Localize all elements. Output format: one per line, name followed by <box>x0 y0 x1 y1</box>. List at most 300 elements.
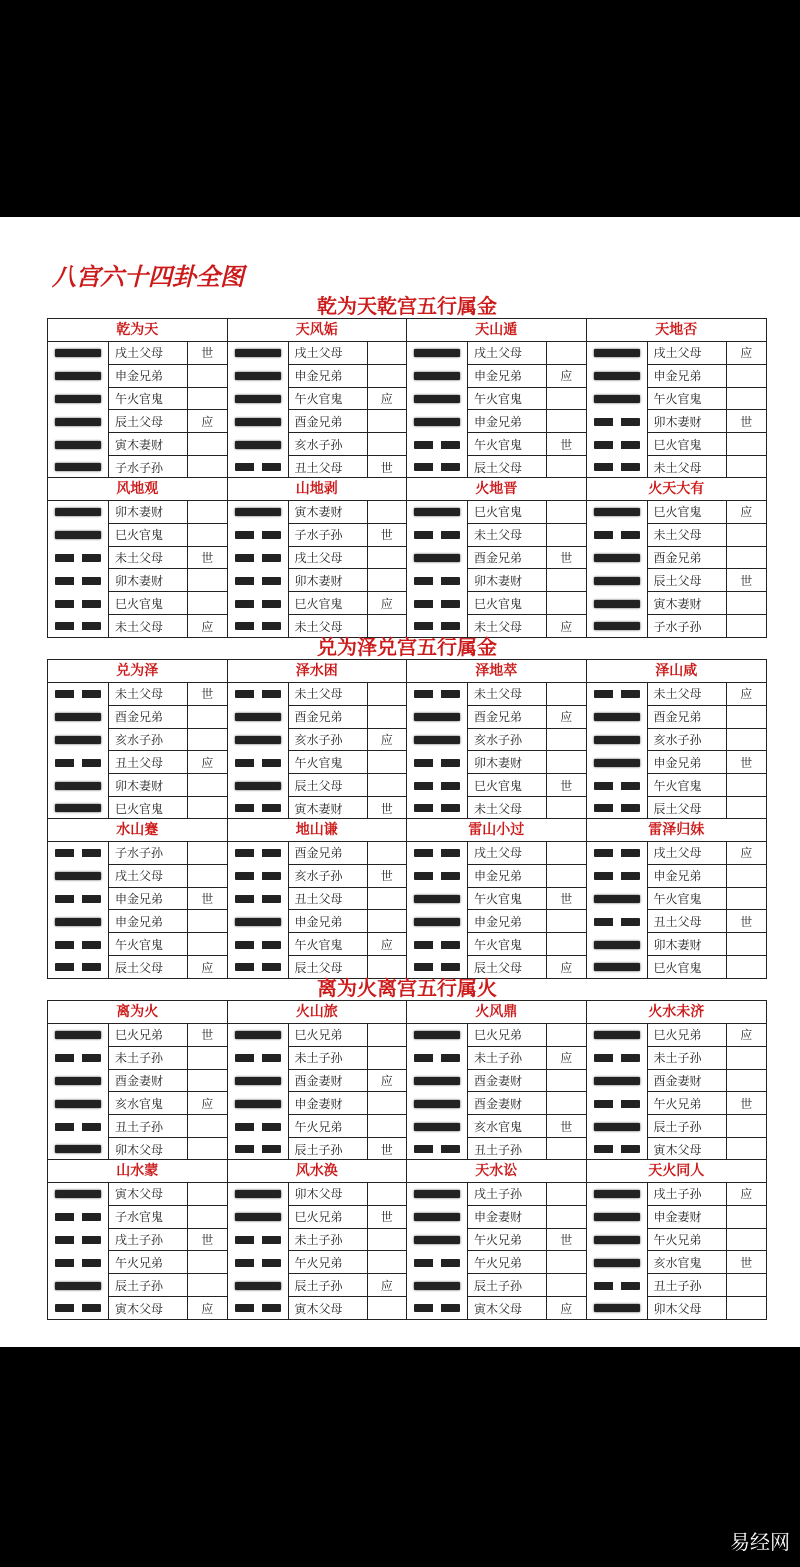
line-label: 子水子孙 <box>289 524 368 547</box>
shi-ying-mark <box>727 1274 767 1297</box>
line-label: 戌土子孙 <box>648 1183 727 1206</box>
hexagram-line-row <box>587 433 767 456</box>
line-label: 丑土父母 <box>289 456 368 478</box>
yao-symbol-cell <box>407 1138 468 1160</box>
line-label: 寅木父母 <box>468 1297 547 1319</box>
yang-line-icon <box>594 736 640 744</box>
hexagram-name: 火水未济 <box>587 1001 767 1024</box>
yao-symbol-cell <box>48 1206 109 1229</box>
hexagram-name: 火地晋 <box>407 478 586 501</box>
yao-symbol-cell <box>587 1183 648 1206</box>
hexagram-line-row <box>587 865 767 888</box>
yao-symbol-cell <box>48 1047 109 1070</box>
yin-line-icon <box>235 963 281 971</box>
hexagram-line-row <box>228 547 407 570</box>
yao-symbol-cell <box>407 774 468 797</box>
line-label: 寅木妻财 <box>109 433 188 456</box>
yao-symbol-cell <box>587 933 648 956</box>
yin-line-icon <box>414 463 460 471</box>
yao-symbol-cell <box>228 683 289 706</box>
yang-line-icon <box>235 418 281 426</box>
hexagram-line-row <box>228 501 407 524</box>
yao-symbol-cell <box>228 956 289 978</box>
hexagram-line-row <box>587 729 767 752</box>
hexagram-line-row <box>48 456 227 478</box>
hexagram-line-row <box>228 865 407 888</box>
line-label: 午火官鬼 <box>468 933 547 956</box>
shi-ying-mark: 世 <box>188 342 227 365</box>
hexagram-line-row <box>228 751 407 774</box>
line-label: 午火兄弟 <box>109 1251 188 1274</box>
yin-line-icon <box>55 600 101 608</box>
line-label: 巳火兄弟 <box>289 1206 368 1229</box>
yao-symbol-cell <box>228 706 289 729</box>
line-label: 未土父母 <box>648 524 727 547</box>
yao-symbol-cell <box>48 1138 109 1160</box>
yin-line-icon <box>594 1282 640 1290</box>
yang-line-icon <box>235 1190 281 1198</box>
shi-ying-mark <box>547 388 586 411</box>
yang-line-icon <box>55 736 101 744</box>
shi-ying-mark <box>727 1138 767 1160</box>
shi-ying-mark <box>368 1047 407 1070</box>
shi-ying-mark <box>188 1115 227 1138</box>
hexagram-line-row <box>587 501 767 524</box>
shi-ying-mark <box>727 729 767 752</box>
shi-ying-mark: 世 <box>727 1092 767 1115</box>
line-label: 酉金妻财 <box>648 1070 727 1093</box>
yang-line-icon <box>235 1100 281 1108</box>
hexagram-line-row <box>407 797 586 819</box>
line-label: 戌土父母 <box>468 342 547 365</box>
yang-line-icon <box>55 1190 101 1198</box>
line-label: 午火官鬼 <box>109 933 188 956</box>
hexagram-line-row <box>48 910 227 933</box>
hexagram-line-row <box>407 1206 586 1229</box>
hexagram-line-row <box>407 1251 586 1274</box>
shi-ying-mark <box>368 342 407 365</box>
shi-ying-mark <box>188 1183 227 1206</box>
yao-symbol-cell <box>48 365 109 388</box>
shi-ying-mark <box>727 1297 767 1319</box>
shi-ying-mark: 应 <box>727 842 767 865</box>
yao-symbol-cell <box>228 729 289 752</box>
hexagram-line-row <box>407 729 586 752</box>
line-label: 戌土父母 <box>468 842 547 865</box>
yao-symbol-cell <box>228 1274 289 1297</box>
line-label: 亥水子孙 <box>468 729 547 752</box>
yao-symbol-cell <box>228 433 289 456</box>
line-label: 卯木妻财 <box>109 501 188 524</box>
yao-symbol-cell <box>228 547 289 570</box>
hexagram-line-row <box>228 456 407 478</box>
shi-ying-mark <box>547 1138 586 1160</box>
shi-ying-mark <box>547 683 586 706</box>
yin-line-icon <box>414 849 460 857</box>
line-label: 卯木妻财 <box>289 569 368 592</box>
shi-ying-mark <box>188 569 227 592</box>
shi-ying-mark <box>547 933 586 956</box>
yang-line-icon <box>594 554 640 562</box>
hexagram-name: 泽地萃 <box>407 660 586 683</box>
yang-line-icon <box>235 1031 281 1039</box>
hexagram-line-row <box>407 751 586 774</box>
yao-symbol-cell <box>48 1297 109 1319</box>
hexagram-line-row <box>587 1070 767 1093</box>
line-label: 巳火兄弟 <box>109 1024 188 1047</box>
yao-symbol-cell <box>48 956 109 978</box>
yin-line-icon <box>594 690 640 698</box>
hexagram-line-row <box>587 1115 767 1138</box>
hexagram-line-row <box>228 888 407 911</box>
yao-symbol-cell <box>48 1092 109 1115</box>
yang-line-icon <box>594 349 640 357</box>
yao-symbol-cell <box>587 1206 648 1229</box>
line-label: 申金兄弟 <box>468 865 547 888</box>
yao-symbol-cell <box>587 569 648 592</box>
shi-ying-mark <box>188 1274 227 1297</box>
yao-symbol-cell <box>228 1092 289 1115</box>
yin-line-icon <box>414 782 460 790</box>
shi-ying-mark <box>727 774 767 797</box>
line-label: 辰土子孙 <box>289 1138 368 1160</box>
yao-symbol-cell <box>407 751 468 774</box>
shi-ying-mark <box>727 956 767 978</box>
shi-ying-mark <box>188 1138 227 1160</box>
shi-ying-mark: 世 <box>547 433 586 456</box>
shi-ying-mark: 应 <box>188 751 227 774</box>
line-label: 酉金兄弟 <box>468 706 547 729</box>
hexagram-line-row <box>407 365 586 388</box>
shi-ying-mark <box>547 729 586 752</box>
hexagram-line-row <box>587 751 767 774</box>
line-label: 辰土父母 <box>289 956 368 978</box>
hexagram-line-row <box>587 592 767 615</box>
yin-line-icon <box>55 895 101 903</box>
yao-symbol-cell <box>228 1024 289 1047</box>
yao-symbol-cell <box>407 1092 468 1115</box>
hexagram-line-row <box>587 615 767 637</box>
hexagram-line-row <box>587 910 767 933</box>
line-label: 酉金兄弟 <box>289 842 368 865</box>
line-label: 巳火官鬼 <box>648 501 727 524</box>
yin-line-icon <box>235 690 281 698</box>
yao-symbol-cell <box>228 1047 289 1070</box>
yao-symbol-cell <box>407 910 468 933</box>
hexagram-cell <box>587 819 767 978</box>
hexagram-line-row <box>228 342 407 365</box>
yin-line-icon <box>414 804 460 812</box>
line-label: 申金妻财 <box>648 1206 727 1229</box>
line-label: 寅木父母 <box>109 1183 188 1206</box>
yao-symbol-cell <box>587 592 648 615</box>
hexagram-line-row <box>587 956 767 978</box>
hexagram-line-row <box>587 706 767 729</box>
yao-symbol-cell <box>407 342 468 365</box>
shi-ying-mark: 世 <box>380 801 393 816</box>
yao-symbol-cell <box>48 569 109 592</box>
hexagram-name: 火风鼎 <box>407 1001 586 1024</box>
hexagram-line-row <box>228 933 407 956</box>
shi-ying-mark: 世 <box>188 683 227 706</box>
shi-ying-mark: 世 <box>368 865 407 888</box>
yao-symbol-cell <box>228 501 289 524</box>
yao-symbol-cell <box>48 933 109 956</box>
line-label: 巳火官鬼 <box>109 524 188 547</box>
shi-ying-mark: 世 <box>727 751 767 774</box>
yin-line-icon <box>594 418 640 426</box>
shi-ying-mark <box>188 706 227 729</box>
yin-line-icon <box>235 1236 281 1244</box>
yao-symbol-cell <box>48 774 109 797</box>
line-label: 卯木父母 <box>109 1138 188 1160</box>
yin-line-icon <box>414 941 460 949</box>
yao-symbol-cell <box>228 410 289 433</box>
yao-symbol-cell <box>48 842 109 865</box>
line-label: 子水官鬼 <box>109 1206 188 1229</box>
line-label: 巳火兄弟 <box>648 1024 727 1047</box>
yin-line-icon <box>594 1100 640 1108</box>
hexagram-line-row <box>48 547 227 570</box>
hexagram-name: 风水涣 <box>228 1160 407 1183</box>
yin-line-icon <box>414 531 460 539</box>
line-label: 未土父母 <box>468 615 547 637</box>
yao-symbol-cell <box>587 1092 648 1115</box>
yang-line-icon <box>594 1213 640 1221</box>
hexagram-line-row <box>587 1297 767 1319</box>
yin-line-icon <box>235 577 281 585</box>
shi-ying-mark <box>727 365 767 388</box>
line-label: 亥水官鬼 <box>468 1115 547 1138</box>
yao-symbol-cell <box>48 1115 109 1138</box>
yao-symbol-cell <box>587 547 648 570</box>
yin-line-icon <box>55 1236 101 1244</box>
yin-line-icon <box>235 554 281 562</box>
shi-ying-mark <box>368 888 407 911</box>
hexagram-line-row <box>407 569 586 592</box>
shi-ying-mark: 世 <box>188 888 227 911</box>
yao-symbol-cell <box>407 433 468 456</box>
yang-line-icon <box>414 918 460 926</box>
line-label: 子水子孙 <box>109 456 188 478</box>
line-label: 酉金兄弟 <box>468 547 547 570</box>
shi-ying-mark: 应 <box>560 1301 573 1316</box>
yao-symbol-cell <box>228 1251 289 1274</box>
yin-line-icon <box>55 690 101 698</box>
hexagram-line-row <box>407 888 586 911</box>
hexagram-line-row <box>228 797 407 819</box>
yang-line-icon <box>235 395 281 403</box>
yang-line-icon <box>414 1213 460 1221</box>
yin-line-icon <box>235 531 281 539</box>
yin-line-icon <box>235 1054 281 1062</box>
yao-symbol-cell <box>228 1115 289 1138</box>
yang-line-icon <box>55 1077 101 1085</box>
hexagram-line-row <box>228 956 407 978</box>
yang-line-icon <box>414 1031 460 1039</box>
line-label: 辰土子孙 <box>109 1274 188 1297</box>
hexagram-line-row <box>48 1092 227 1115</box>
shi-ying-mark <box>188 933 227 956</box>
yao-symbol-cell <box>587 365 648 388</box>
shi-ying-mark <box>727 1070 767 1093</box>
yang-line-icon <box>414 349 460 357</box>
hexagram-line-row <box>407 1274 586 1297</box>
yao-symbol-cell <box>228 569 289 592</box>
hexagram-line-row <box>587 797 767 819</box>
yao-symbol-cell <box>587 888 648 911</box>
line-label: 午火官鬼 <box>109 388 188 411</box>
yin-line-icon <box>414 1145 460 1153</box>
yao-symbol-cell <box>407 956 468 978</box>
shi-ying-mark <box>368 842 407 865</box>
hexagram-line-row <box>587 547 767 570</box>
hexagram-line-row <box>228 615 407 637</box>
yao-symbol-cell <box>587 1274 648 1297</box>
line-label: 戌土父母 <box>109 865 188 888</box>
shi-ying-mark: 应 <box>727 501 767 524</box>
shi-ying-mark <box>368 910 407 933</box>
yin-line-icon <box>414 577 460 585</box>
yin-line-icon <box>55 1213 101 1221</box>
hexagram-grid <box>47 318 767 638</box>
line-label: 申金兄弟 <box>289 910 368 933</box>
yin-line-icon <box>55 554 101 562</box>
line-label: 巳火官鬼 <box>109 592 188 615</box>
line-label: 申金兄弟 <box>648 365 727 388</box>
hexagram-line-row <box>407 865 586 888</box>
hexagram-line-row <box>407 1138 586 1160</box>
hexagram-line-row <box>228 774 407 797</box>
line-label: 巳火官鬼 <box>648 956 727 978</box>
yin-line-icon <box>235 600 281 608</box>
line-label: 未土父母 <box>109 683 188 706</box>
hexagram-line-row <box>228 1024 407 1047</box>
hexagram-line-row <box>48 501 227 524</box>
line-label: 亥水子孙 <box>289 433 368 456</box>
shi-ying-mark <box>727 592 767 615</box>
line-label: 子水子孙 <box>648 615 727 637</box>
hexagram-line-row <box>587 774 767 797</box>
hexagram-line-row <box>48 1251 227 1274</box>
shi-ying-mark: 世 <box>380 1142 393 1157</box>
yao-symbol-cell <box>48 592 109 615</box>
yao-symbol-cell <box>407 1274 468 1297</box>
yin-line-icon <box>594 441 640 449</box>
hexagram-line-row <box>407 547 586 570</box>
hexagram-line-row <box>48 1047 227 1070</box>
yao-symbol-cell <box>587 456 648 478</box>
yao-symbol-cell <box>228 1229 289 1252</box>
hexagram-cell <box>48 1160 228 1319</box>
hexagram-line-row <box>228 388 407 411</box>
line-label: 子水子孙 <box>109 842 188 865</box>
yin-line-icon <box>414 759 460 767</box>
hexagram-line-row <box>587 842 767 865</box>
hexagram-line-row <box>407 524 586 547</box>
shi-ying-mark <box>368 706 407 729</box>
shi-ying-mark <box>368 365 407 388</box>
yang-line-icon <box>594 600 640 608</box>
yao-symbol-cell <box>587 388 648 411</box>
yao-symbol-cell <box>407 1047 468 1070</box>
hexagram-line-row <box>48 1024 227 1047</box>
yin-line-icon <box>235 1123 281 1131</box>
yang-line-icon <box>594 1259 640 1267</box>
line-label: 午火兄弟 <box>468 1229 547 1252</box>
hexagram-cell <box>407 660 587 819</box>
shi-ying-mark: 世 <box>547 547 586 570</box>
line-label: 午火兄弟 <box>468 1251 547 1274</box>
yin-line-icon <box>235 1259 281 1267</box>
yin-line-icon <box>55 849 101 857</box>
yang-line-icon <box>594 759 640 767</box>
hexagram-line-row <box>407 1047 586 1070</box>
line-label: 戌土子孙 <box>109 1229 188 1252</box>
shi-ying-mark <box>368 956 407 978</box>
shi-ying-mark <box>547 1206 586 1229</box>
shi-ying-mark <box>188 524 227 547</box>
yao-symbol-cell <box>48 547 109 570</box>
hexagram-line-row <box>48 365 227 388</box>
shi-ying-mark <box>368 683 407 706</box>
yao-symbol-cell <box>587 865 648 888</box>
shi-ying-mark <box>547 1251 586 1274</box>
shi-ying-mark: 应 <box>560 960 573 975</box>
shi-ying-mark: 世 <box>188 547 227 570</box>
shi-ying-mark: 应 <box>547 1047 586 1070</box>
shi-ying-mark <box>368 1092 407 1115</box>
yang-line-icon <box>414 418 460 426</box>
shi-ying-mark <box>188 797 227 819</box>
line-label: 未土父母 <box>109 615 188 637</box>
yin-line-icon <box>235 895 281 903</box>
hexagram-cell <box>48 819 228 978</box>
yao-symbol-cell <box>407 388 468 411</box>
yao-symbol-cell <box>407 842 468 865</box>
yao-symbol-cell <box>228 1183 289 1206</box>
shi-ying-mark <box>727 388 767 411</box>
shi-ying-mark <box>547 1092 586 1115</box>
shi-ying-mark <box>547 456 586 478</box>
yang-line-icon <box>414 1123 460 1131</box>
line-label: 戌土父母 <box>648 342 727 365</box>
yin-line-icon <box>55 1054 101 1062</box>
yin-line-icon <box>414 1259 460 1267</box>
yang-line-icon <box>55 713 101 721</box>
hexagram-cell <box>48 660 228 819</box>
hexagram-line-row <box>407 1183 586 1206</box>
shi-ying-mark <box>727 456 767 478</box>
shi-ying-mark <box>188 433 227 456</box>
line-label: 午火兄弟 <box>648 1092 727 1115</box>
hexagram-name: 山地剥 <box>228 478 407 501</box>
hexagram-line-row <box>587 365 767 388</box>
shi-ying-mark <box>547 842 586 865</box>
hexagram-line-row <box>228 365 407 388</box>
yang-line-icon <box>594 963 640 971</box>
hexagram-line-row <box>407 433 586 456</box>
hexagram-line-row <box>228 433 407 456</box>
hexagram-line-row <box>228 569 407 592</box>
hexagram-line-row <box>407 683 586 706</box>
yao-symbol-cell <box>228 797 289 819</box>
hexagram-name: 雷山小过 <box>407 819 586 842</box>
shi-ying-mark: 应 <box>188 1092 227 1115</box>
hexagram-name: 山水蒙 <box>48 1160 227 1183</box>
yao-symbol-cell <box>48 1183 109 1206</box>
shi-ying-mark <box>368 569 407 592</box>
